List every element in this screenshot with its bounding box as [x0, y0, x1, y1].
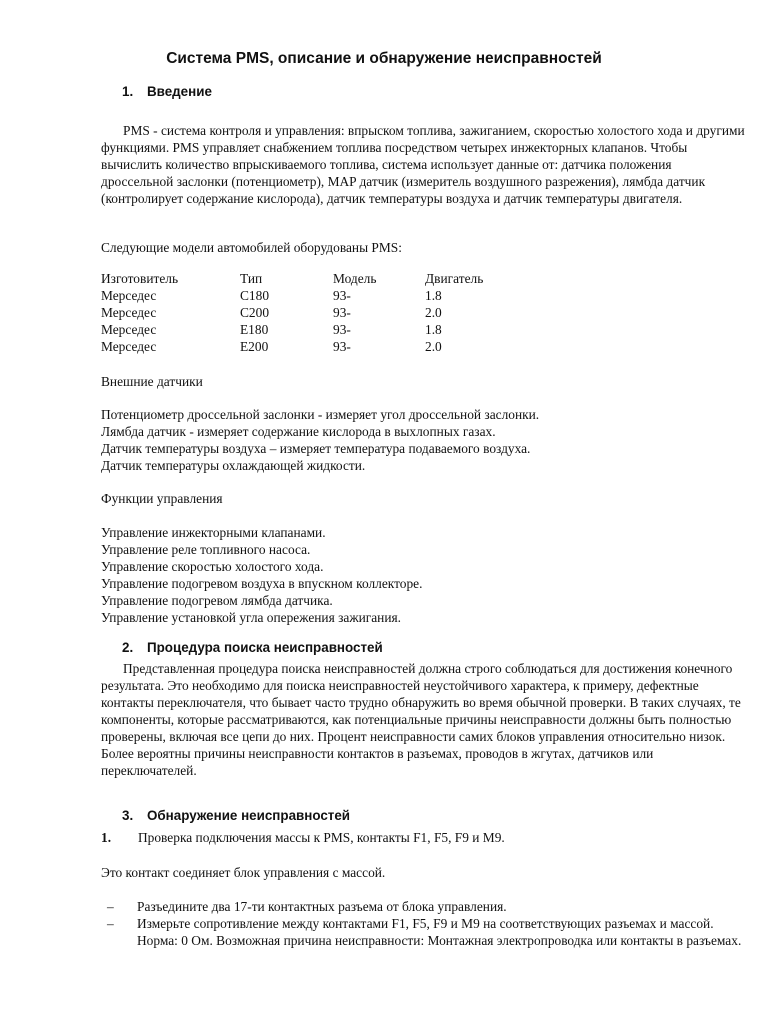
table-cell: C200 — [240, 305, 270, 320]
list-item: Управление подогревом воздуха в впускном коллекторе. — [101, 576, 423, 591]
ground-note: Это контакт соединяет блок управления с массой. — [101, 865, 386, 880]
table-cell: 93- — [333, 288, 351, 303]
step-number: 1. — [101, 830, 112, 845]
table-row — [101, 304, 525, 321]
step-text: Проверка подключения массы к PMS, контакты F1, F5, F9 и M9. — [138, 830, 505, 845]
functions-list — [101, 524, 746, 626]
section-1-heading — [122, 83, 212, 101]
list-item: Управление подогревом лямбда датчика. — [101, 593, 333, 608]
table-cell: C180 — [240, 288, 270, 303]
bullet-dash: – — [107, 899, 114, 914]
section-3-title: Обнаружение неисправностей — [147, 808, 351, 823]
table-cell: 93- — [333, 339, 351, 354]
table-cell: 2.0 — [425, 305, 442, 320]
document-title: Система PMS, описание и обнаружение неисправностей — [166, 50, 602, 67]
table-row — [101, 287, 525, 304]
table-cell: 93- — [333, 305, 351, 320]
list-item: Управление скоростью холостого хода. — [101, 559, 324, 574]
list-item: Лямбда датчик - измеряет содержание кислорода в выхлопных газах. — [101, 424, 496, 439]
list-item: Управление реле топливного насоса. — [101, 542, 311, 557]
section-1-title: Введение — [147, 84, 212, 99]
list-item: Управление инжекторными клапанами. — [101, 525, 326, 540]
table-cell: 93- — [333, 322, 351, 337]
procedure-paragraph: Представленная процедура поиска неисправностей должна строго соблюдаться для достижения конечного результата. Это необходимо для поиска неисправностей неустойчивого характера, к примеру, дефектные контакты переключателя, что бывает часто трудно обнаружить во время обычной проверки. В таких случаях, те компоненты, которые рассматриваются, как потенциальные причины неисправности должны быть полностью проверены, включая все цепи до них. Процент неисправности самих блоков управления относительно низок. Более вероятны причины неисправности контактов в разъемах, проводов в жгутах, датчиков или переключателей. — [101, 661, 741, 778]
section-2-number: 2. — [122, 640, 134, 655]
step-1 — [101, 829, 505, 846]
functions-title: Функции управления — [101, 491, 223, 506]
instructions-list — [107, 898, 747, 949]
table-cell: 2.0 — [425, 339, 442, 354]
table-cell: Мерседес — [101, 322, 157, 337]
list-item — [107, 915, 747, 949]
table-cell: Мерседес — [101, 305, 157, 320]
table-cell: Мерседес — [101, 339, 157, 354]
list-item: Датчик температуры охлаждающей жидкости. — [101, 458, 366, 473]
table-cell: 1.8 — [425, 288, 442, 303]
table-cell: E200 — [240, 339, 269, 354]
bullet-text: Измерьте сопротивление между контактами F1, F5, F9 и M9 на соответствующих разъемах и массой. Норма: 0 Ом. Возможная причина неисправности: Монтажная электропроводка или контакты в разъемах. — [137, 916, 742, 948]
table-header-row — [101, 270, 525, 287]
table-row — [101, 321, 525, 338]
table-header-cell: Изготовитель — [101, 271, 179, 286]
section-3-number: 3. — [122, 808, 134, 823]
sensors-title: Внешние датчики — [101, 374, 203, 389]
section-3-heading — [122, 807, 350, 825]
bullet-dash: – — [107, 916, 114, 931]
table-header-cell: Тип — [240, 271, 263, 286]
table-header-cell: Модель — [333, 271, 377, 286]
section-1-number: 1. — [122, 84, 134, 99]
table-header-cell: Двигатель — [425, 271, 484, 286]
section-2-title: Процедура поиска неисправностей — [147, 640, 383, 655]
table-cell: Мерседес — [101, 288, 157, 303]
table-cell: 1.8 — [425, 322, 442, 337]
list-item — [107, 898, 747, 915]
section-2-heading — [122, 639, 383, 657]
list-item: Управление установкой угла опережения зажигания. — [101, 610, 402, 625]
bullet-text: Разъедините два 17-ти контактных разъема от блока управления. — [137, 899, 507, 914]
sensors-list — [101, 406, 746, 474]
list-item: Потенциометр дроссельной заслонки - измеряет угол дроссельной заслонки. — [101, 407, 540, 422]
table-cell: E180 — [240, 322, 269, 337]
list-item: Датчик температуры воздуха – измеряет температура подаваемого воздуха. — [101, 441, 531, 456]
intro-paragraph: PMS - система контроля и управления: впрыском топлива, зажиганием, скоростью холостого хода и другими функциями. PMS управляет снабжением топлива посредством четырех инжекторных клапанов. Чтобы вычислить количество впрыскиваемого топлива, система использует данные от: датчика положения дроссельной заслонки (потенциометр), MAP датчик (измеритель воздушного разрежения), лямбда датчик (контролирует содержание кислорода), датчик температуры воздуха и датчик температуры двигателя. — [101, 123, 745, 206]
models-intro: Следующие модели автомобилей оборудованы PMS: — [101, 240, 402, 255]
table-row — [101, 338, 525, 355]
models-table — [101, 270, 525, 355]
